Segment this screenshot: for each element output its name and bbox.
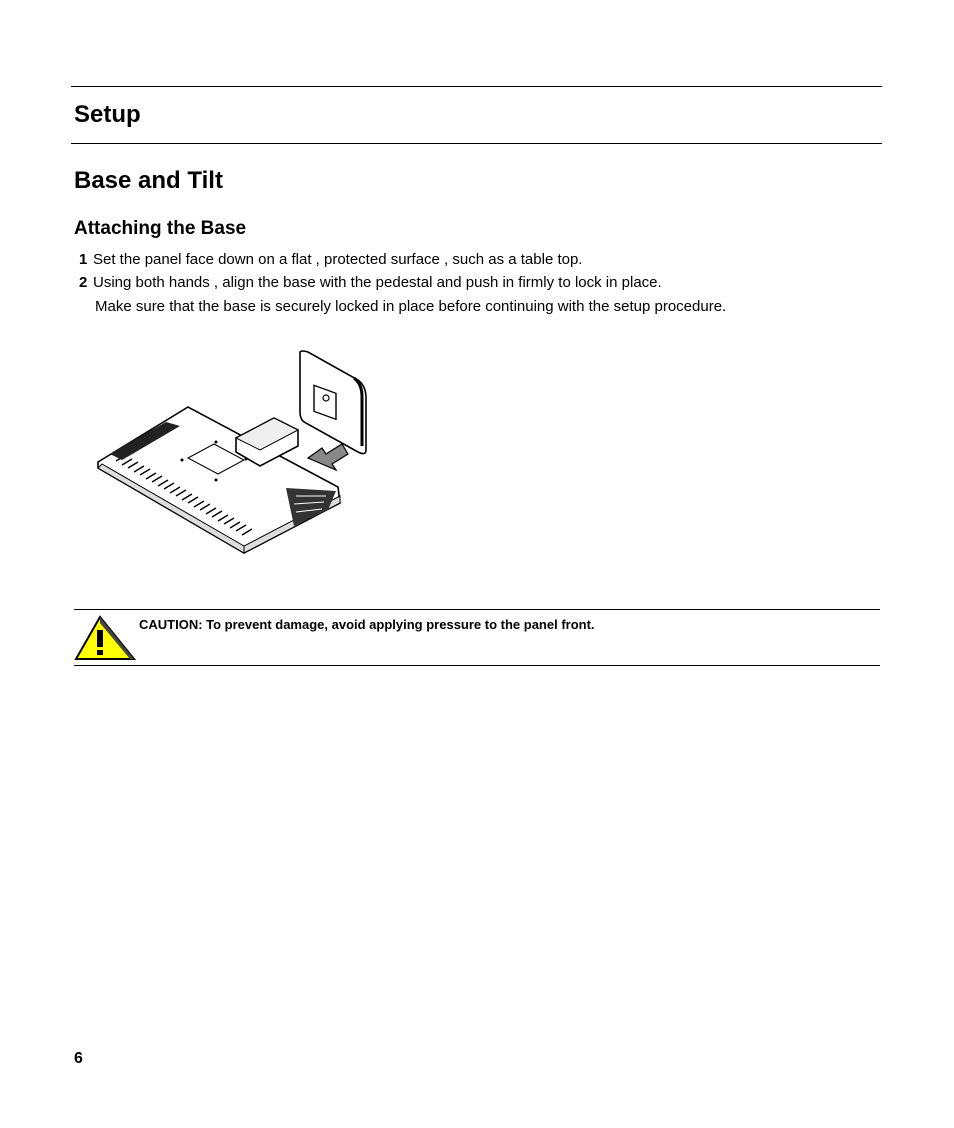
page-number: 6 <box>74 1050 83 1067</box>
caution-text: CAUTION: To prevent damage, avoid applying pressure to the panel front. <box>139 617 595 632</box>
caution-bottom-rule <box>74 665 880 666</box>
step-2 <box>79 274 662 291</box>
title-rule <box>71 143 882 144</box>
step-note: Make sure that the base is securely locked in place before continuing with the setup procedure. <box>95 298 727 315</box>
top-rule <box>71 86 882 87</box>
step-1 <box>79 251 582 268</box>
caution-top-rule <box>74 609 880 610</box>
section-subtitle: Attaching the Base <box>74 218 247 239</box>
step-number: 1 <box>79 251 88 268</box>
monitor-base-attach-illustration <box>96 346 416 581</box>
section-title: Base and Tilt <box>74 167 223 194</box>
step-text: Using both hands , align the base with the pedestal and push in firmly to lock in place. <box>93 274 662 291</box>
step-number: 2 <box>79 274 88 291</box>
page-title: Setup <box>74 101 141 128</box>
step-text: Set the panel face down on a flat , protected surface , such as a table top. <box>93 251 583 268</box>
warning-triangle-icon <box>74 613 136 661</box>
